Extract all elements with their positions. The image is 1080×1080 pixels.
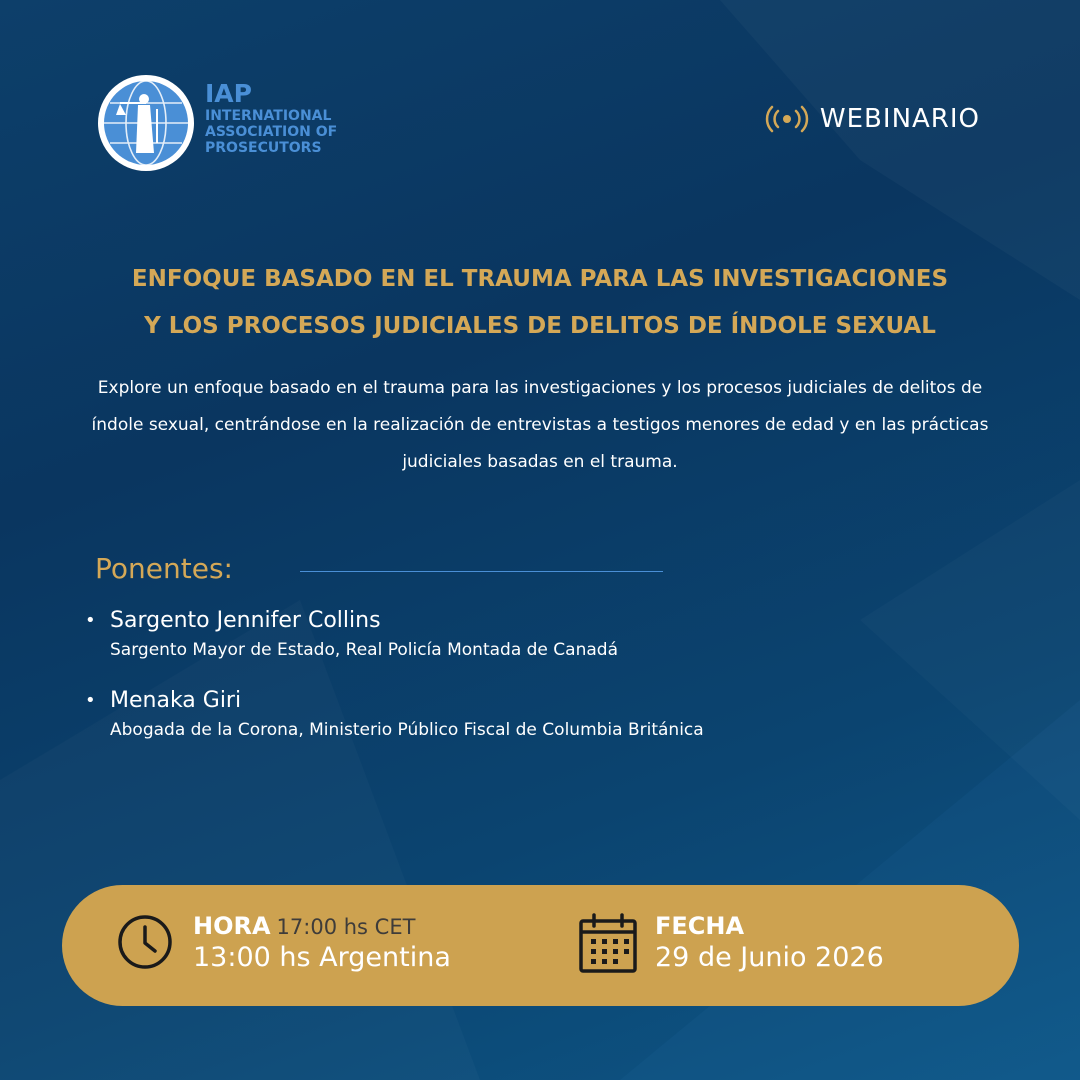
bullet-icon: • xyxy=(85,690,96,711)
date-value: 29 de Junio 2026 xyxy=(655,942,884,973)
webinar-badge xyxy=(764,104,980,134)
bullet-icon: • xyxy=(85,610,96,631)
event-title-line-1: ENFOQUE BASADO EN EL TRAUMA PARA LAS INVESTIGACIONES xyxy=(131,266,949,292)
event-title xyxy=(60,256,1020,350)
time-label: HORA xyxy=(193,912,271,940)
time-cet: 17:00 hs CET xyxy=(276,915,416,939)
clock-icon xyxy=(116,913,174,971)
event-description: Explore un enfoque basado en el trauma para las investigaciones y los procesos judiciales de delitos de índole sexual, centrándose en la realización de entrevistas a testigos menores de edad y en las prácticas judiciales basadas en el trauma. xyxy=(91,378,989,472)
logo-wordmark xyxy=(205,80,337,156)
logo-line-3: PROSECUTORS xyxy=(205,140,322,156)
speakers-heading: Ponentes: xyxy=(95,552,233,585)
logo-line-2: ASSOCIATION OF xyxy=(205,124,338,140)
iap-logo xyxy=(98,75,194,171)
speakers-divider xyxy=(300,571,663,572)
logo-line-1: INTERNATIONAL xyxy=(205,108,332,124)
speaker-role: Sargento Mayor de Estado, Real Policía Montada de Canadá xyxy=(110,640,618,660)
speaker-role: Abogada de la Corona, Ministerio Público Fiscal de Columbia Británica xyxy=(110,720,704,740)
justice-statue-globe-icon xyxy=(98,75,194,171)
date-label: FECHA xyxy=(655,912,745,940)
date-info xyxy=(655,912,884,973)
speaker-name: Sargento Jennifer Collins xyxy=(110,608,381,633)
calendar-icon xyxy=(578,912,638,974)
webinar-label: WEBINARIO xyxy=(819,104,980,134)
time-info xyxy=(193,912,451,973)
speaker-name: Menaka Giri xyxy=(110,688,242,713)
logo-abbreviation: IAP xyxy=(205,79,252,108)
broadcast-icon xyxy=(764,104,810,134)
time-argentina: 13:00 hs Argentina xyxy=(193,942,451,973)
event-title-line-2: Y LOS PROCESOS JUDICIALES DE DELITOS DE ÍNDOLE SEXUAL xyxy=(144,313,936,339)
